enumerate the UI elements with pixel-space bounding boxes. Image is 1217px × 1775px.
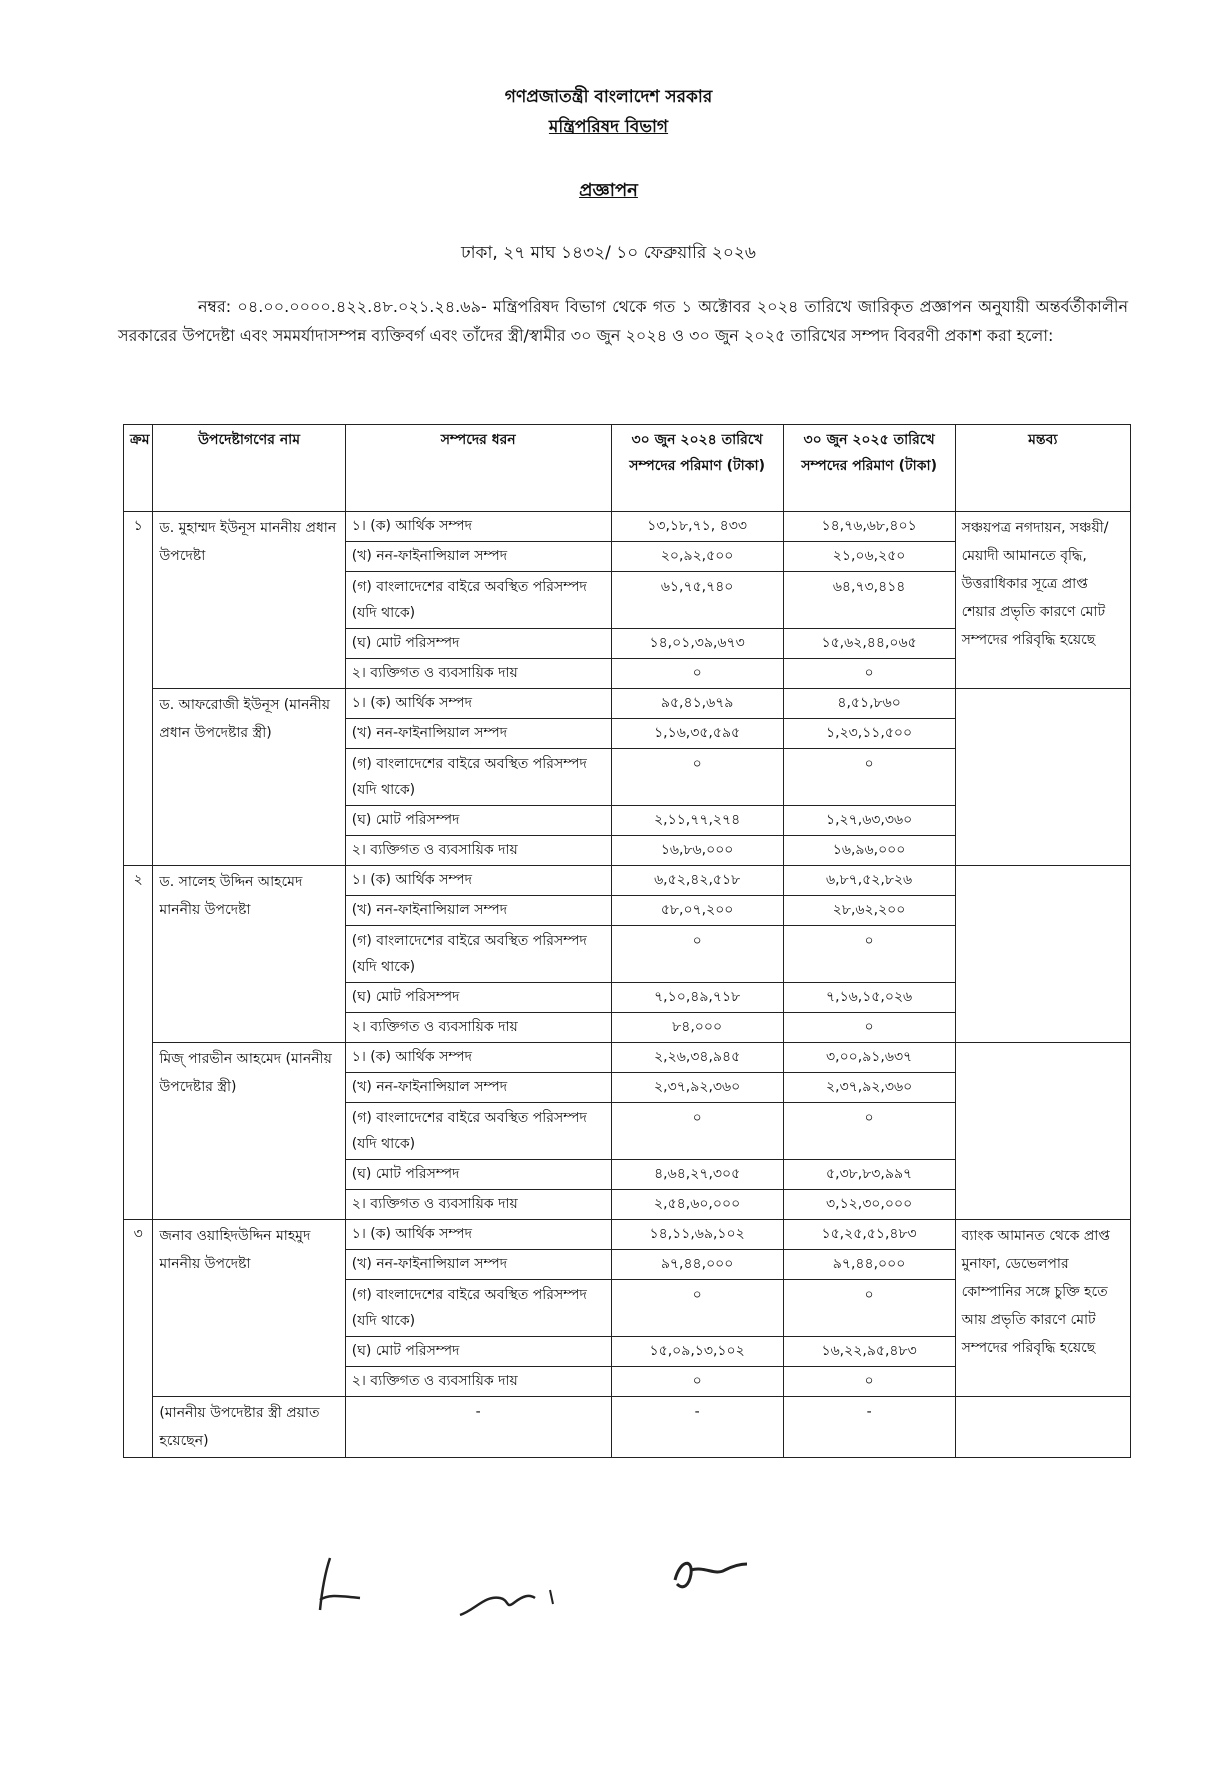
date-line: ঢাকা, ২৭ মাঘ ১৪৩২/ ১০ ফেব্রুয়ারি ২০২৬ [461, 243, 756, 263]
col-header-asset-type: সম্পদের ধরন [345, 425, 611, 512]
remark-cell: ব্যাংক আমানত থেকে প্রাপ্ত মুনাফা, ডেভেলপার কোম্পানির সঙ্গে চুক্তি হতে আয় প্রভৃতি কারণে মোট সম্পদের পরিবৃদ্ধি হয়েছে [955, 1220, 1130, 1397]
value-2024-cell: ৭,১০,৪৯,৭১৮ [611, 983, 783, 1013]
value-2024-cell: ০ [611, 1280, 783, 1337]
asset-type-cell: ১। (ক) আর্থিক সম্পদ [345, 1220, 611, 1250]
value-2025-cell: ৩,০০,৯১,৬৩৭ [783, 1043, 955, 1073]
asset-type-cell: (গ) বাংলাদেশের বাইরে অবস্থিত পরিসম্পদ (যদি থাকে) [345, 749, 611, 806]
value-2025-cell: ১,২৭,৬৩,৩৬০ [783, 806, 955, 836]
value-2025-cell: ১,২৩,১১,৫০০ [783, 719, 955, 749]
value-2024-cell: ১৪,০১,৩৯,৬৭৩ [611, 629, 783, 659]
value-2025-cell: ১৪,৭৬,৬৮,৪০১ [783, 512, 955, 542]
asset-type-cell: ২। ব্যক্তিগত ও ব্যবসায়িক দায় [345, 659, 611, 689]
value-2025-cell: ২১,০৬,২৫০ [783, 542, 955, 572]
value-2025-cell: - [783, 1397, 955, 1458]
asset-table [123, 424, 1131, 1458]
col-header-2024: ৩০ জুন ২০২৪ তারিখে সম্পদের পরিমাণ (টাকা) [611, 425, 783, 512]
value-2024-cell: ১৪,১১,৬৯,১০২ [611, 1220, 783, 1250]
value-2024-cell: ২,১১,৭৭,২৭৪ [611, 806, 783, 836]
value-2024-cell: ০ [611, 926, 783, 983]
government-heading: গণপ্রজাতন্ত্রী বাংলাদেশ সরকার [504, 87, 713, 107]
value-2024-cell: ৪,৬৪,২৭,৩০৫ [611, 1160, 783, 1190]
value-2024-cell: - [611, 1397, 783, 1458]
asset-type-cell: (খ) নন-ফাইনান্সিয়াল সম্পদ [345, 896, 611, 926]
asset-type-cell: (খ) নন-ফাইনান্সিয়াল সম্পদ [345, 719, 611, 749]
asset-type-cell: (ঘ) মোট পরিসম্পদ [345, 1337, 611, 1367]
value-2024-cell: ২,৫৪,৬০,০০০ [611, 1190, 783, 1220]
signatures [0, 1540, 1217, 1660]
value-2025-cell: ১৬,২২,৯৫,৪৮৩ [783, 1337, 955, 1367]
value-2024-cell: ০ [611, 659, 783, 689]
asset-type-cell: ২। ব্যক্তিগত ও ব্যবসায়িক দায় [345, 1013, 611, 1043]
asset-type-cell: (গ) বাংলাদেশের বাইরে অবস্থিত পরিসম্পদ (যদি থাকে) [345, 572, 611, 629]
value-2025-cell: ০ [783, 659, 955, 689]
value-2024-cell: ১৩,১৮,৭১, ৪৩৩ [611, 512, 783, 542]
header-row [124, 425, 1131, 512]
col-header-2025: ৩০ জুন ২০২৫ তারিখে সম্পদের পরিমাণ (টাকা) [783, 425, 955, 512]
remark-cell [955, 689, 1130, 866]
value-2024-cell: ২,৩৭,৯২,৩৬০ [611, 1073, 783, 1103]
asset-type-cell: (গ) বাংলাদেশের বাইরে অবস্থিত পরিসম্পদ (যদি থাকে) [345, 1103, 611, 1160]
value-2024-cell: ০ [611, 1367, 783, 1397]
asset-type-cell: (খ) নন-ফাইনান্সিয়াল সম্পদ [345, 1250, 611, 1280]
value-2024-cell: ২,২৬,৩৪,৯৪৫ [611, 1043, 783, 1073]
asset-type-cell: ১। (ক) আর্থিক সম্পদ [345, 1043, 611, 1073]
col-header-remarks: মন্তব্য [955, 425, 1130, 512]
table-row [124, 866, 1131, 896]
value-2024-cell: ১,১৬,৩৫,৫৯৫ [611, 719, 783, 749]
value-2025-cell: ০ [783, 1103, 955, 1160]
value-2025-cell: ৯৭,৪৪,০০০ [783, 1250, 955, 1280]
col-header-serial: ক্রম [124, 425, 153, 512]
person-name: জনাব ওয়াহিদউদ্দিন মাহমুদ মাননীয় উপদেষ্টা [153, 1220, 345, 1397]
person-name: ড. মুহাম্মদ ইউনূস মাননীয় প্রধান উপদেষ্টা [153, 512, 345, 689]
value-2025-cell: ১৫,২৫,৫১,৪৮৩ [783, 1220, 955, 1250]
value-2025-cell: ০ [783, 1013, 955, 1043]
asset-type-cell: (গ) বাংলাদেশের বাইরে অবস্থিত পরিসম্পদ (যদি থাকে) [345, 1280, 611, 1337]
person-name: মিজ্ পারভীন আহমেদ (মাননীয় উপদেষ্টার স্ত্রী) [153, 1043, 345, 1220]
serial-cell: ৩ [124, 1220, 153, 1458]
asset-type-cell: ২। ব্যক্তিগত ও ব্যবসায়িক দায় [345, 1367, 611, 1397]
table-row-final [124, 1397, 1131, 1458]
asset-type-cell: ২। ব্যক্তিগত ও ব্যবসায়িক দায় [345, 836, 611, 866]
serial-cell: ১ [124, 512, 153, 866]
table-row [124, 1220, 1131, 1250]
notice-title: প্রজ্ঞাপন [579, 180, 638, 201]
asset-type-cell: (খ) নন-ফাইনান্সিয়াল সম্পদ [345, 542, 611, 572]
asset-type-cell: (গ) বাংলাদেশের বাইরে অবস্থিত পরিসম্পদ (যদি থাকে) [345, 926, 611, 983]
value-2025-cell: ৬,৮৭,৫২,৮২৬ [783, 866, 955, 896]
remark-cell [955, 866, 1130, 1043]
value-2025-cell: ২৮,৬২,২০০ [783, 896, 955, 926]
asset-type-cell: (ঘ) মোট পরিসম্পদ [345, 806, 611, 836]
value-2025-cell: ৭,১৬,১৫,০২৬ [783, 983, 955, 1013]
value-2025-cell: ২,৩৭,৯২,৩৬০ [783, 1073, 955, 1103]
asset-type-cell: ২। ব্যক্তিগত ও ব্যবসায়িক দায় [345, 1190, 611, 1220]
value-2025-cell: ৫,৩৮,৮৩,৯৯৭ [783, 1160, 955, 1190]
value-2024-cell: ২০,৯২,৫০০ [611, 542, 783, 572]
value-2025-cell: ১৬,৯৬,০০০ [783, 836, 955, 866]
signature-2 [455, 1570, 565, 1630]
asset-type-cell: (ঘ) মোট পরিসম্পদ [345, 1160, 611, 1190]
table-body [124, 512, 1131, 1458]
value-2025-cell: ০ [783, 749, 955, 806]
value-2025-cell: ৪,৫১,৮৬০ [783, 689, 955, 719]
value-2025-cell: ০ [783, 1367, 955, 1397]
remark-cell [955, 1043, 1130, 1220]
department-heading: মন্ত্রিপরিষদ বিভাগ [548, 117, 669, 137]
remark-cell [955, 1397, 1130, 1458]
asset-type-cell: (ঘ) মোট পরিসম্পদ [345, 983, 611, 1013]
value-2024-cell: ০ [611, 1103, 783, 1160]
col-header-name: উপদেষ্টাগণের নাম [153, 425, 345, 512]
table-row [124, 689, 1131, 719]
value-2025-cell: ১৫,৬২,৪৪,০৬৫ [783, 629, 955, 659]
value-2024-cell: ৮৪,০০০ [611, 1013, 783, 1043]
person-name: ড. সালেহ উদ্দিন আহমেদ মাননীয় উপদেষ্টা [153, 866, 345, 1043]
remark-cell: সঞ্চয়পত্র নগদায়ন, সঞ্চয়ী/মেয়াদী আমানতে বৃদ্ধি, উত্তরাধিকার সূত্রে প্রাপ্ত শেয়ার প্রভৃতি কারণে মোট সম্পদের পরিবৃদ্ধি হয়েছে [955, 512, 1130, 689]
asset-type-cell: ১। (ক) আর্থিক সম্পদ [345, 689, 611, 719]
table-row [124, 512, 1131, 542]
asset-type-cell: ১। (ক) আর্থিক সম্পদ [345, 512, 611, 542]
value-2024-cell: ৬১,৭৫,৭৪০ [611, 572, 783, 629]
value-2024-cell: ৯৭,৪৪,০০০ [611, 1250, 783, 1280]
asset-type-cell: - [345, 1397, 611, 1458]
value-2025-cell: ০ [783, 926, 955, 983]
value-2025-cell: ৩,১২,৩০,০০০ [783, 1190, 955, 1220]
value-2025-cell: ৬৪,৭৩,৪১৪ [783, 572, 955, 629]
asset-type-cell: (খ) নন-ফাইনান্সিয়াল সম্পদ [345, 1073, 611, 1103]
person-name: ড. আফরোজী ইউনূস (মাননীয় প্রধান উপদেষ্টার স্ত্রী) [153, 689, 345, 866]
body-paragraph: নম্বর: ০৪.০০.০০০০.৪২২.৪৮.০২১.২৪.৬৯- মন্ত্রিপরিষদ বিভাগ থেকে গত ১ অক্টোবর ২০২৪ তারিখে জারিকৃত প্রজ্ঞাপন অনুযায়ী অন্তর্বর্তীকালীন সরকারের উপদেষ্টা এবং সমমর্যাদাসম্পন্ন ব্যক্তিবর্গ এবং তাঁদের স্ত্রী/স্বামীর ৩০ জুন ২০২৪ ও ৩০ জুন ২০২৫ তারিখের সম্পদ বিবরণী প্রকাশ করা হলো: [118, 297, 1128, 345]
value-2024-cell: ১৬,৮৬,০০০ [611, 836, 783, 866]
value-2024-cell: ৫৮,০৭,২০০ [611, 896, 783, 926]
value-2025-cell: ০ [783, 1280, 955, 1337]
value-2024-cell: ৬,৫২,৪২,৫১৮ [611, 866, 783, 896]
serial-cell: ২ [124, 866, 153, 1220]
signature-3 [655, 1540, 755, 1610]
asset-type-cell: (ঘ) মোট পরিসম্পদ [345, 629, 611, 659]
value-2024-cell: ১৫,০৯,১৩,১০২ [611, 1337, 783, 1367]
asset-type-cell: ১। (ক) আর্থিক সম্পদ [345, 866, 611, 896]
signature-1 [300, 1550, 370, 1620]
table-row [124, 1043, 1131, 1073]
table-header [124, 425, 1131, 512]
value-2024-cell: ৯৫,৪১,৬৭৯ [611, 689, 783, 719]
value-2024-cell: ০ [611, 749, 783, 806]
person-name: (মাননীয় উপদেষ্টার স্ত্রী প্রয়াত হয়েছেন) [153, 1397, 345, 1458]
